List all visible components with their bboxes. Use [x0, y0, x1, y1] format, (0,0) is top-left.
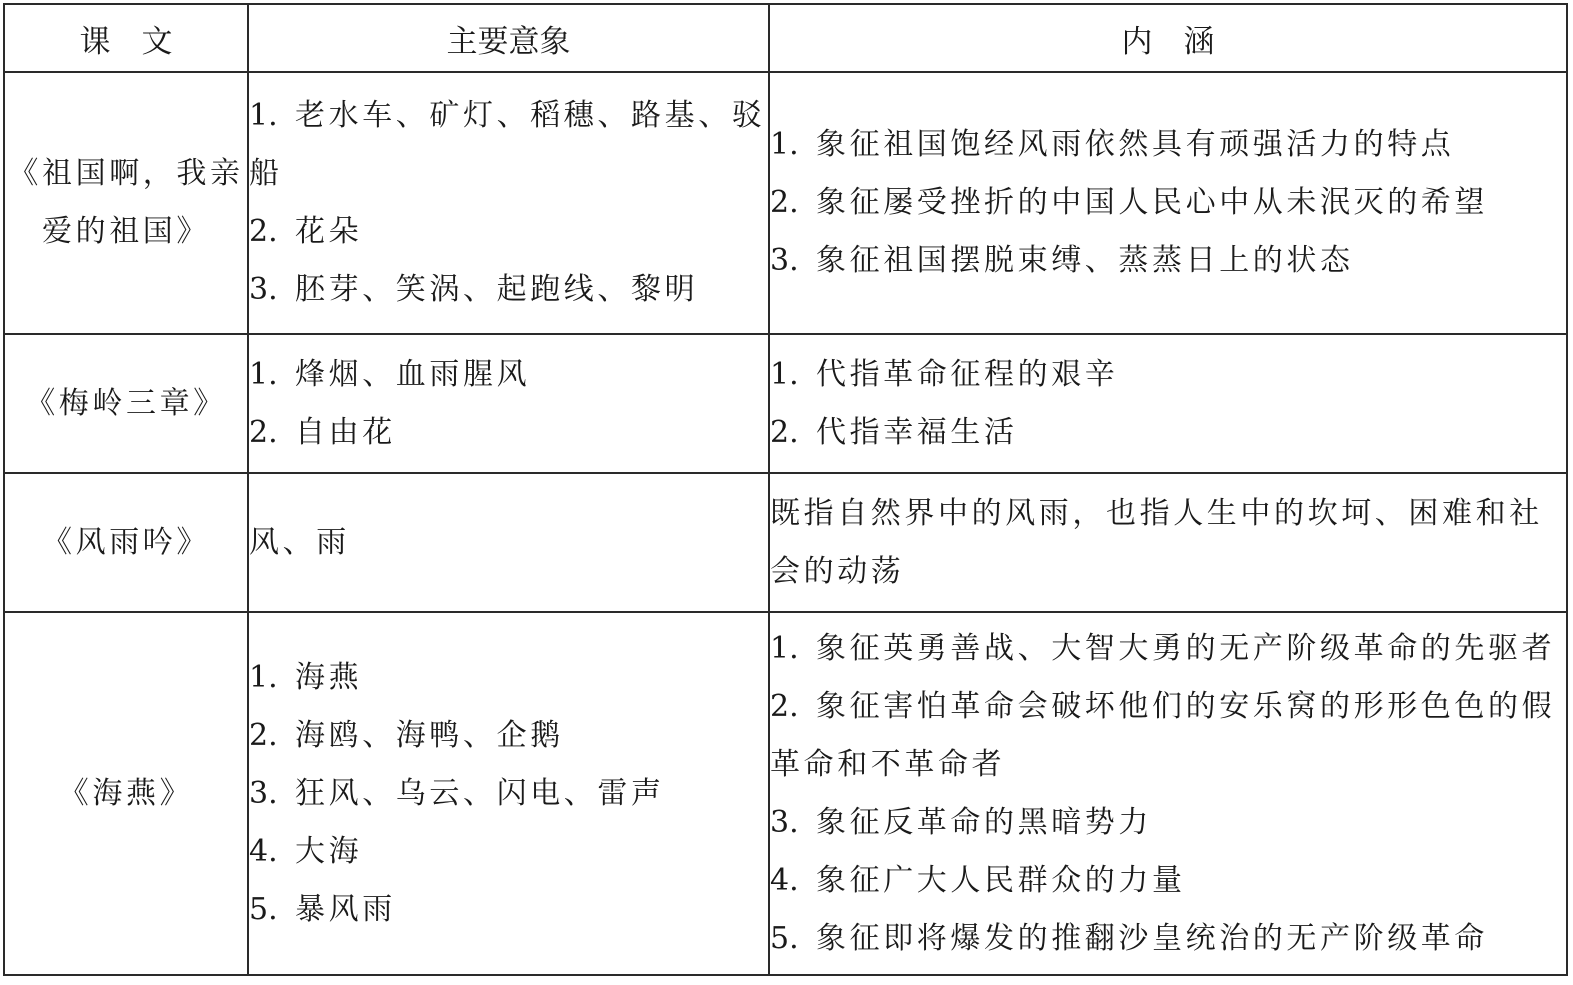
list-item	[770, 794, 1566, 852]
list-item	[770, 852, 1566, 910]
item-number: 3.	[770, 243, 799, 278]
item-text: 象征祖国摆脱束缚、蒸蒸日上的状态	[816, 243, 1354, 278]
list-item	[249, 649, 768, 707]
table-row	[4, 473, 1567, 612]
list-item	[770, 232, 1566, 290]
item-text: 自由花	[295, 414, 396, 450]
list-item	[249, 707, 768, 765]
item-text: 代指革命征程的艰辛	[816, 356, 1119, 392]
list-item	[770, 678, 1566, 794]
header-images	[248, 4, 769, 72]
item-number: 1.	[770, 630, 799, 666]
item-number: 1.	[770, 356, 799, 392]
header-meaning-label: 内 涵	[1121, 23, 1215, 60]
item-text: 狂风、乌云、闪电、雷声	[295, 775, 665, 811]
item-number: 1.	[249, 659, 278, 695]
item-text: 象征反革命的黑暗势力	[816, 804, 1152, 840]
meanings-cell	[769, 612, 1567, 975]
item-number: 5.	[770, 920, 799, 956]
images-cell	[248, 473, 769, 612]
images-cell	[248, 334, 769, 473]
list-item	[249, 881, 768, 939]
meanings-cell	[769, 473, 1567, 612]
table-row	[4, 334, 1567, 473]
item-number: 1.	[770, 127, 799, 162]
row-title-cell	[4, 612, 248, 975]
item-number: 2.	[249, 717, 278, 753]
header-row	[4, 4, 1567, 72]
item-number: 1.	[249, 98, 278, 133]
item-text: 象征屡受挫折的中国人民心中从未泯灭的希望	[816, 185, 1488, 220]
item-number: 1.	[249, 356, 278, 392]
row-title-cell	[4, 473, 248, 612]
list-item	[770, 910, 1566, 968]
header-text-label: 课 文	[79, 23, 173, 60]
list-item	[249, 765, 768, 823]
table-row	[4, 72, 1567, 334]
row-title: 《海燕》	[58, 775, 194, 811]
list-item	[249, 404, 768, 462]
item-text: 代指幸福生活	[816, 414, 1018, 450]
row-title-cell	[4, 72, 248, 334]
item-text: 胚芽、笑涡、起跑线、黎明	[295, 272, 699, 307]
meanings-cell	[769, 334, 1567, 473]
list-item	[249, 203, 768, 261]
item-number: 4.	[249, 833, 278, 869]
item-text: 象征害怕革命会破坏他们的安乐窝的形形色色的假革命和不革命者	[770, 688, 1556, 782]
item-number: 2.	[249, 214, 278, 249]
item-text: 大海	[295, 833, 363, 869]
item-text: 花朵	[295, 214, 363, 249]
row-title-cell	[4, 334, 248, 473]
table-row	[4, 612, 1567, 975]
item-number: 2.	[770, 185, 799, 220]
item-text: 象征祖国饱经风雨依然具有顽强活力的特点	[816, 127, 1455, 162]
item-text: 烽烟、血雨腥风	[295, 356, 531, 392]
item-text: 海鸥、海鸭、企鹅	[295, 717, 564, 753]
list-item	[249, 823, 768, 881]
item-text: 海燕	[295, 659, 363, 695]
list-item	[249, 87, 768, 203]
header-text	[4, 4, 248, 72]
row-title: 《风雨吟》	[42, 524, 210, 560]
header-meaning	[769, 4, 1567, 72]
item-text: 象征英勇善战、大智大勇的无产阶级革命的先驱者	[816, 630, 1556, 666]
list-item	[770, 116, 1566, 174]
list-item	[770, 620, 1566, 678]
item-number: 4.	[770, 862, 799, 898]
meanings-cell	[769, 72, 1567, 334]
item-number: 2.	[770, 688, 799, 724]
row-title: 《祖国啊，我亲爱的祖国》	[8, 156, 244, 249]
header-images-label: 主要意象	[446, 23, 571, 60]
list-item: 风、雨	[249, 524, 350, 560]
item-number: 3.	[770, 804, 799, 840]
list-item: 既指自然界中的风雨，也指人生中的坎坷、困难和社会的动荡	[770, 495, 1543, 589]
images-cell	[248, 72, 769, 334]
item-number: 2.	[249, 414, 278, 450]
item-number: 2.	[770, 414, 799, 450]
item-number: 3.	[249, 775, 278, 811]
item-text: 象征即将爆发的推翻沙皇统治的无产阶级革命	[816, 920, 1488, 956]
item-text: 象征广大人民群众的力量	[816, 862, 1186, 898]
item-text: 暴风雨	[295, 891, 396, 927]
list-item	[249, 346, 768, 404]
imagery-table	[3, 3, 1568, 976]
list-item	[770, 346, 1566, 404]
item-number: 5.	[249, 891, 278, 927]
row-title: 《梅岭三章》	[25, 385, 227, 421]
list-item	[249, 261, 768, 319]
list-item	[770, 404, 1566, 462]
item-text: 老水车、矿灯、稻穗、路基、驳船	[249, 98, 766, 191]
images-cell	[248, 612, 769, 975]
item-number: 3.	[249, 272, 278, 307]
list-item	[770, 174, 1566, 232]
